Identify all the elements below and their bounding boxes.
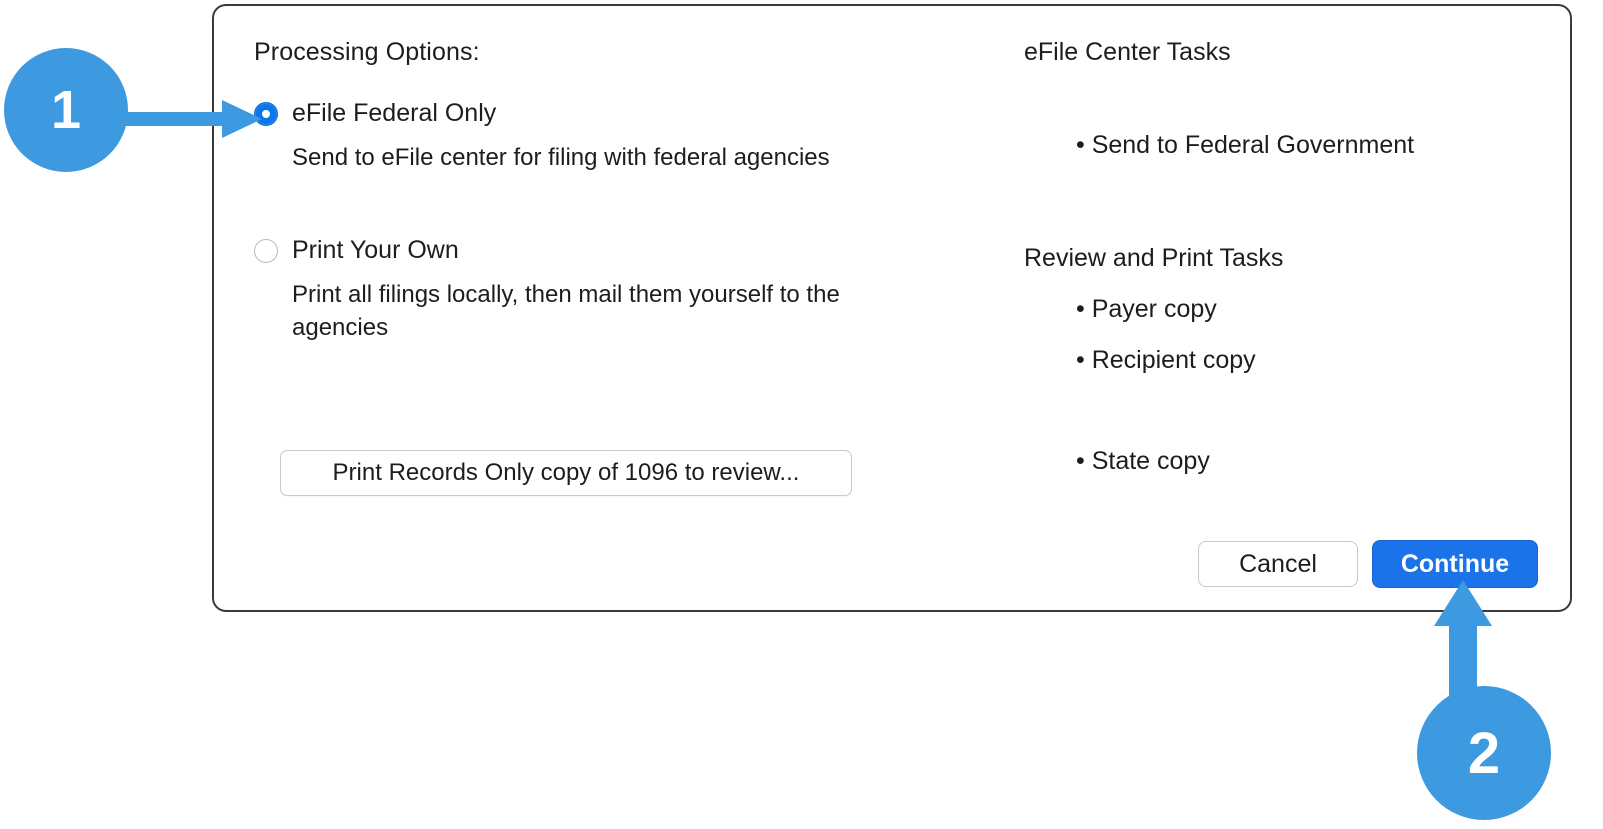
radio-option-print-your-own[interactable] — [254, 236, 954, 264]
radio-option-description: Send to eFile center for filing with federal agencies — [292, 144, 830, 171]
processing-options-heading: Processing Options: — [254, 38, 480, 66]
cancel-button[interactable]: Cancel — [1198, 541, 1358, 587]
callout-badge-1: 1 — [4, 48, 128, 172]
task-list-item: • Payer copy — [1076, 295, 1217, 323]
callout-badge-2: 2 — [1417, 686, 1551, 820]
task-list-item: • Send to Federal Government — [1076, 131, 1415, 159]
processing-options-dialog — [212, 4, 1572, 612]
print-records-only-button[interactable]: Print Records Only copy of 1096 to review... — [280, 450, 852, 496]
radio-option-description: Print all filings locally, then mail them yourself to the agencies — [292, 281, 840, 341]
task-list-item: • State copy — [1076, 447, 1210, 475]
processing-options-column — [254, 38, 954, 344]
radio-option-label: eFile Federal Only — [292, 99, 497, 127]
task-list-item: • Recipient copy — [1076, 346, 1256, 374]
radio-option-label: Print Your Own — [292, 236, 459, 264]
review-and-print-tasks-heading: Review and Print Tasks — [1024, 244, 1284, 272]
efile-center-tasks-heading: eFile Center Tasks — [1024, 38, 1231, 66]
radio-option-efile-federal-only[interactable] — [254, 99, 954, 127]
continue-button[interactable]: Continue — [1372, 540, 1538, 588]
callout-arrow-1 — [104, 98, 264, 140]
radio-button-icon[interactable] — [254, 239, 278, 263]
tasks-column — [1024, 38, 1544, 476]
